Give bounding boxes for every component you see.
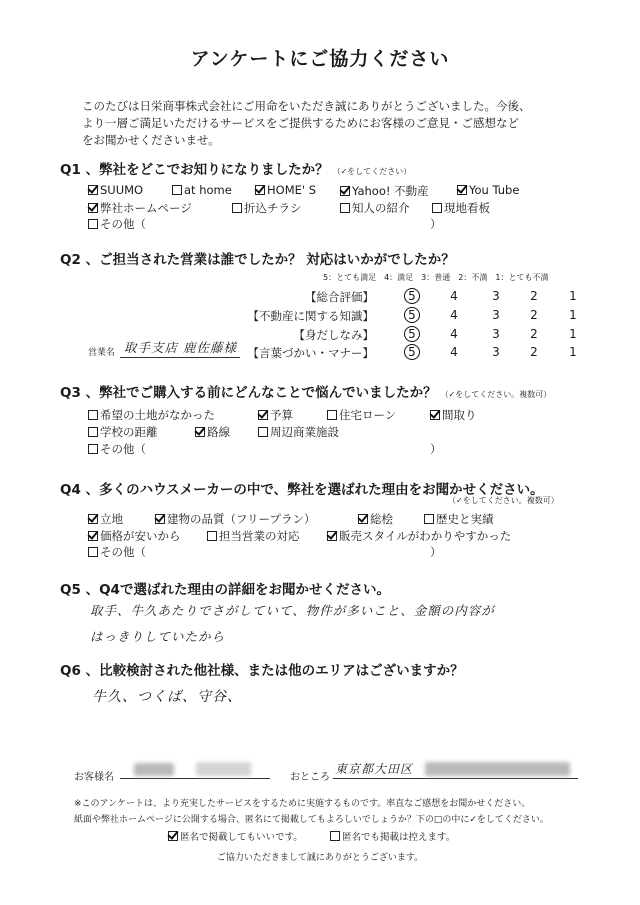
checkbox-checked[interactable]	[88, 514, 98, 524]
consent-option-anonymous-ok[interactable]: 匿名で掲載してもいいです。	[168, 829, 303, 843]
score-option[interactable]: 3	[492, 289, 500, 303]
q4-option-hinoki[interactable]: 総桧	[358, 511, 393, 527]
score-option[interactable]: 4	[450, 345, 458, 359]
checkbox-checked[interactable]	[358, 514, 368, 524]
score-circled[interactable]: 5	[404, 288, 420, 304]
checkbox[interactable]	[258, 427, 268, 437]
q1-option-yahoo[interactable]: Yahoo! 不動産	[340, 183, 429, 199]
redacted-address	[425, 762, 570, 776]
checkbox[interactable]	[88, 444, 98, 454]
checkbox[interactable]	[88, 219, 98, 229]
q1-option-suumo[interactable]: SUUMO	[88, 183, 143, 197]
q1-option-homepage[interactable]: 弊社ホームページ	[88, 200, 192, 216]
q6-heading: Q6 、比較検討された他社様、または他のエリアはございますか？	[60, 663, 464, 679]
consent-option-decline[interactable]: 匿名でも掲載は控えます。	[330, 829, 455, 843]
q5-answer-line-2: はっきりしていたから	[90, 629, 226, 644]
score-option[interactable]: 3	[492, 308, 500, 322]
q2-row-label: 【総合評価】	[305, 290, 374, 304]
q3-heading	[60, 381, 551, 401]
q4-note: （✓をしてください。複数可）	[448, 496, 559, 505]
q4-heading: Q4 、多くのハウスメーカーの中で、弊社を選ばれた理由をお聞かせください。	[60, 482, 544, 498]
q3-option-layout[interactable]: 間取り	[430, 407, 477, 423]
checkbox[interactable]	[172, 185, 182, 195]
checkbox-checked[interactable]	[88, 531, 98, 541]
checkbox[interactable]	[424, 514, 434, 524]
q1-option-flyer[interactable]: 折込チラシ	[232, 200, 302, 216]
score-option[interactable]: 1	[569, 345, 577, 359]
footer-note-2: 紙面や弊社ホームページに公開する場合、匿名にて掲載してもよろしいでしょうか？下の□の中に✓をしてください。	[74, 815, 549, 825]
intro-line-3: をお聞かせくださいませ。	[82, 133, 220, 147]
score-circled[interactable]: 5	[404, 307, 420, 323]
checkbox-checked[interactable]	[88, 185, 98, 195]
q1-option-homes[interactable]: HOME' S	[255, 183, 316, 197]
checkbox[interactable]	[88, 427, 98, 437]
score-circled[interactable]: 5	[404, 344, 420, 360]
q1-note: （✓をしてください）	[332, 167, 412, 176]
q2-row-label: 【身だしなみ】	[293, 328, 374, 342]
checkbox[interactable]	[327, 410, 337, 420]
q2-row-label: 【言葉づかい・マナー】	[247, 346, 374, 360]
q2-scale-legend: 5：とても満足 4：満足 3：普通 2：不満 1：とても不満	[323, 273, 549, 282]
redacted-name	[196, 762, 251, 776]
score-option[interactable]: 1	[569, 289, 577, 303]
q4-option-price[interactable]: 価格が安いから	[88, 528, 181, 544]
q3-option-school[interactable]: 学校の距離	[88, 424, 158, 440]
q1-option-signboard[interactable]: 現地看板	[432, 200, 490, 216]
score-option[interactable]: 1	[569, 308, 577, 322]
q4-option-sales-style[interactable]: 販売スタイルがわかりやすかった	[327, 528, 511, 544]
q3-option-budget[interactable]: 予算	[258, 407, 293, 423]
q1-other-close: ）	[430, 217, 442, 231]
thanks-message: ご協力いただきまして誠にありがとうございます。	[216, 853, 424, 863]
q1-option-other[interactable]: その他（	[88, 216, 146, 232]
checkbox[interactable]	[330, 831, 340, 841]
q1-option-athome[interactable]: at home	[172, 183, 232, 197]
score-option[interactable]: 2	[530, 289, 538, 303]
q4-option-staff[interactable]: 担当営業の対応	[207, 528, 300, 544]
checkbox[interactable]	[88, 547, 98, 557]
footer-note-1: ※このアンケートは、より充実したサービスをするために実施するものです。率直なご感想をお聞かせください。	[74, 799, 531, 809]
q5-answer-line-1: 取手、牛久あたりでさがしていて、物件が多いこと、金額の内容が	[90, 603, 495, 618]
q1-label: Q1 、弊社をどこでお知りになりましたか？	[60, 162, 329, 178]
q3-label: Q3 、弊社でご購入する前にどんなことで悩んでいましたか？	[60, 385, 437, 401]
q6-answer: 牛久、つくば、守谷、	[92, 689, 242, 705]
sales-name-value: 取手支店 鹿佐藤様	[124, 340, 237, 355]
q4-option-history[interactable]: 歴史と実績	[424, 511, 494, 527]
checkbox-checked[interactable]	[340, 186, 350, 196]
sales-name-label: 営業名	[88, 348, 116, 358]
q3-option-commercial[interactable]: 周辺商業施設	[258, 424, 339, 440]
q3-option-land[interactable]: 希望の土地がなかった	[88, 407, 215, 423]
score-option[interactable]: 4	[450, 289, 458, 303]
q1-option-referral[interactable]: 知人の紹介	[340, 200, 410, 216]
score-option[interactable]: 2	[530, 345, 538, 359]
checkbox[interactable]	[432, 203, 442, 213]
customer-address-value: 東京都大田区	[335, 762, 414, 776]
q2-row-label: 【不動産に関する知識】	[247, 309, 374, 323]
score-option[interactable]: 4	[450, 327, 458, 341]
checkbox-checked[interactable]	[457, 185, 467, 195]
score-option[interactable]: 3	[492, 345, 500, 359]
customer-address-label: おところ	[290, 772, 330, 783]
checkbox-checked[interactable]	[430, 410, 440, 420]
score-option[interactable]: 2	[530, 327, 538, 341]
q4-option-quality[interactable]: 建物の品質（フリープラン）	[155, 511, 315, 527]
q4-option-location[interactable]: 立地	[88, 511, 123, 527]
q3-option-loan[interactable]: 住宅ローン	[327, 407, 396, 423]
q3-note: （✓をしてください。複数可）	[440, 390, 552, 399]
checkbox-checked[interactable]	[255, 185, 265, 195]
redacted-name	[134, 763, 174, 776]
survey-title: アンケートにご協力ください	[190, 48, 450, 70]
q1-heading	[60, 158, 411, 178]
q5-heading: Q5 、Q4で選ばれた理由の詳細をお聞かせください。	[60, 582, 390, 598]
checkbox[interactable]	[207, 531, 217, 541]
q3-other-close: ）	[430, 442, 442, 456]
q2-heading: Q2 、ご担当された営業は誰でしたか？ 対応はいかがでしたか？	[60, 252, 455, 268]
q4-other-close: ）	[430, 545, 442, 559]
score-circled[interactable]: 5	[404, 326, 420, 342]
checkbox[interactable]	[232, 203, 242, 213]
checkbox-checked[interactable]	[258, 410, 268, 420]
score-option[interactable]: 3	[492, 327, 500, 341]
intro-line-2: より一層ご満足いただけるサービスをご提供するためにお客様のご意見・ご感想など	[82, 116, 519, 130]
score-option[interactable]: 4	[450, 308, 458, 322]
checkbox-checked[interactable]	[155, 514, 165, 524]
q3-option-other[interactable]: その他（	[88, 441, 146, 457]
q4-option-other[interactable]: その他（	[88, 544, 146, 560]
customer-name-label: お客様名	[74, 772, 114, 783]
checkbox-checked[interactable]	[195, 427, 205, 437]
q3-option-route[interactable]: 路線	[195, 424, 230, 440]
checkbox-checked[interactable]	[88, 203, 98, 213]
score-option[interactable]: 2	[530, 308, 538, 322]
checkbox[interactable]	[88, 410, 98, 420]
checkbox-checked[interactable]	[168, 831, 178, 841]
intro-line-1: このたびは日栄商事株式会社にご用命をいただき誠にありがとうございました。今後、	[82, 99, 531, 113]
checkbox-checked[interactable]	[327, 531, 337, 541]
checkbox[interactable]	[340, 203, 350, 213]
score-option[interactable]: 1	[569, 327, 577, 341]
q1-option-youtube[interactable]: You Tube	[457, 183, 519, 197]
